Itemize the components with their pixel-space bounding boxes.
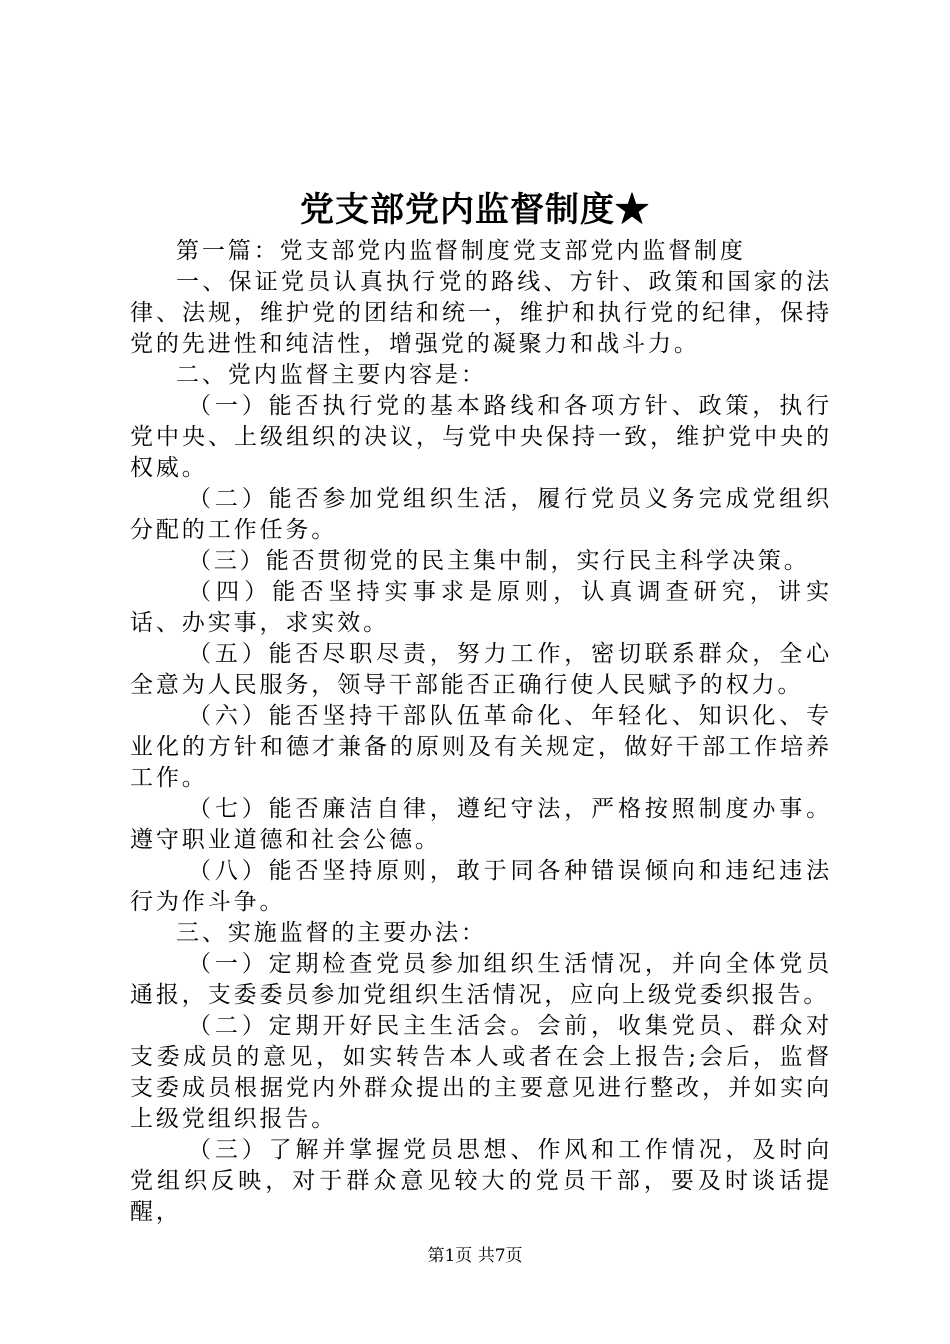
paragraph: 三、实施监督的主要办法： bbox=[176, 920, 487, 946]
paragraph: （一）定期检查党员参加组织生活情况，并向全体党员通报，支委委员参加党组织生活情况，应向上级党委织报告。 bbox=[130, 951, 832, 1008]
paragraph: （三）了解并掌握党员思想、作风和工作情况，及时向党组织反映，对于群众意见较大的党员干部，要及时谈话提醒， bbox=[130, 1137, 832, 1225]
paragraph: （八）能否坚持原则，敢于同各种错误倾向和违纪违法行为作斗争。 bbox=[130, 858, 832, 915]
paragraph: （二）能否参加党组织生活，履行党员义务完成党组织分配的工作任务。 bbox=[130, 486, 832, 543]
paragraph: 第一篇：党支部党内监督制度党支部党内监督制度 bbox=[176, 238, 746, 264]
paragraph: 一、保证党员认真执行党的路线、方针、政策和国家的法律、法规，维护党的团结和统一，维护和执行党的纪律，保持党的先进性和纯洁性，增强党的凝聚力和战斗力。 bbox=[130, 269, 832, 357]
paragraph: （二）定期开好民主生活会。会前，收集党员、群众对支委成员的意见，如实转告本人或者在会上报告;会后，监督支委成员根据党内外群众提出的主要意见进行整改，并如实向上级党组织报告。 bbox=[130, 1013, 832, 1132]
paragraph: （六）能否坚持干部队伍革命化、年轻化、知识化、专业化的方针和德才兼备的原则及有关规定，做好干部工作培养工作。 bbox=[130, 703, 832, 791]
paragraph: 二、党内监督主要内容是： bbox=[176, 362, 487, 388]
paragraph: （一）能否执行党的基本路线和各项方针、政策，执行党中央、上级组织的决议，与党中央保持一致，维护党中央的权威。 bbox=[130, 393, 832, 481]
paragraph: （三）能否贯彻党的民主集中制，实行民主科学决策。 bbox=[188, 548, 810, 574]
paragraph: （四）能否坚持实事求是原则，认真调查研究，讲实话、办实事，求实效。 bbox=[130, 579, 832, 636]
paragraph: （五）能否尽职尽责，努力工作，密切联系群众，全心全意为人民服务，领导干部能否正确行使人民赋予的权力。 bbox=[130, 641, 832, 698]
document-body bbox=[130, 236, 832, 1228]
page-footer: 第1页 共7页 bbox=[427, 1246, 523, 1266]
document-title: 党支部党内监督制度★ bbox=[300, 190, 650, 230]
paragraph: （七）能否廉洁自律，遵纪守法，严格按照制度办事。遵守职业道德和社会公德。 bbox=[130, 796, 832, 853]
